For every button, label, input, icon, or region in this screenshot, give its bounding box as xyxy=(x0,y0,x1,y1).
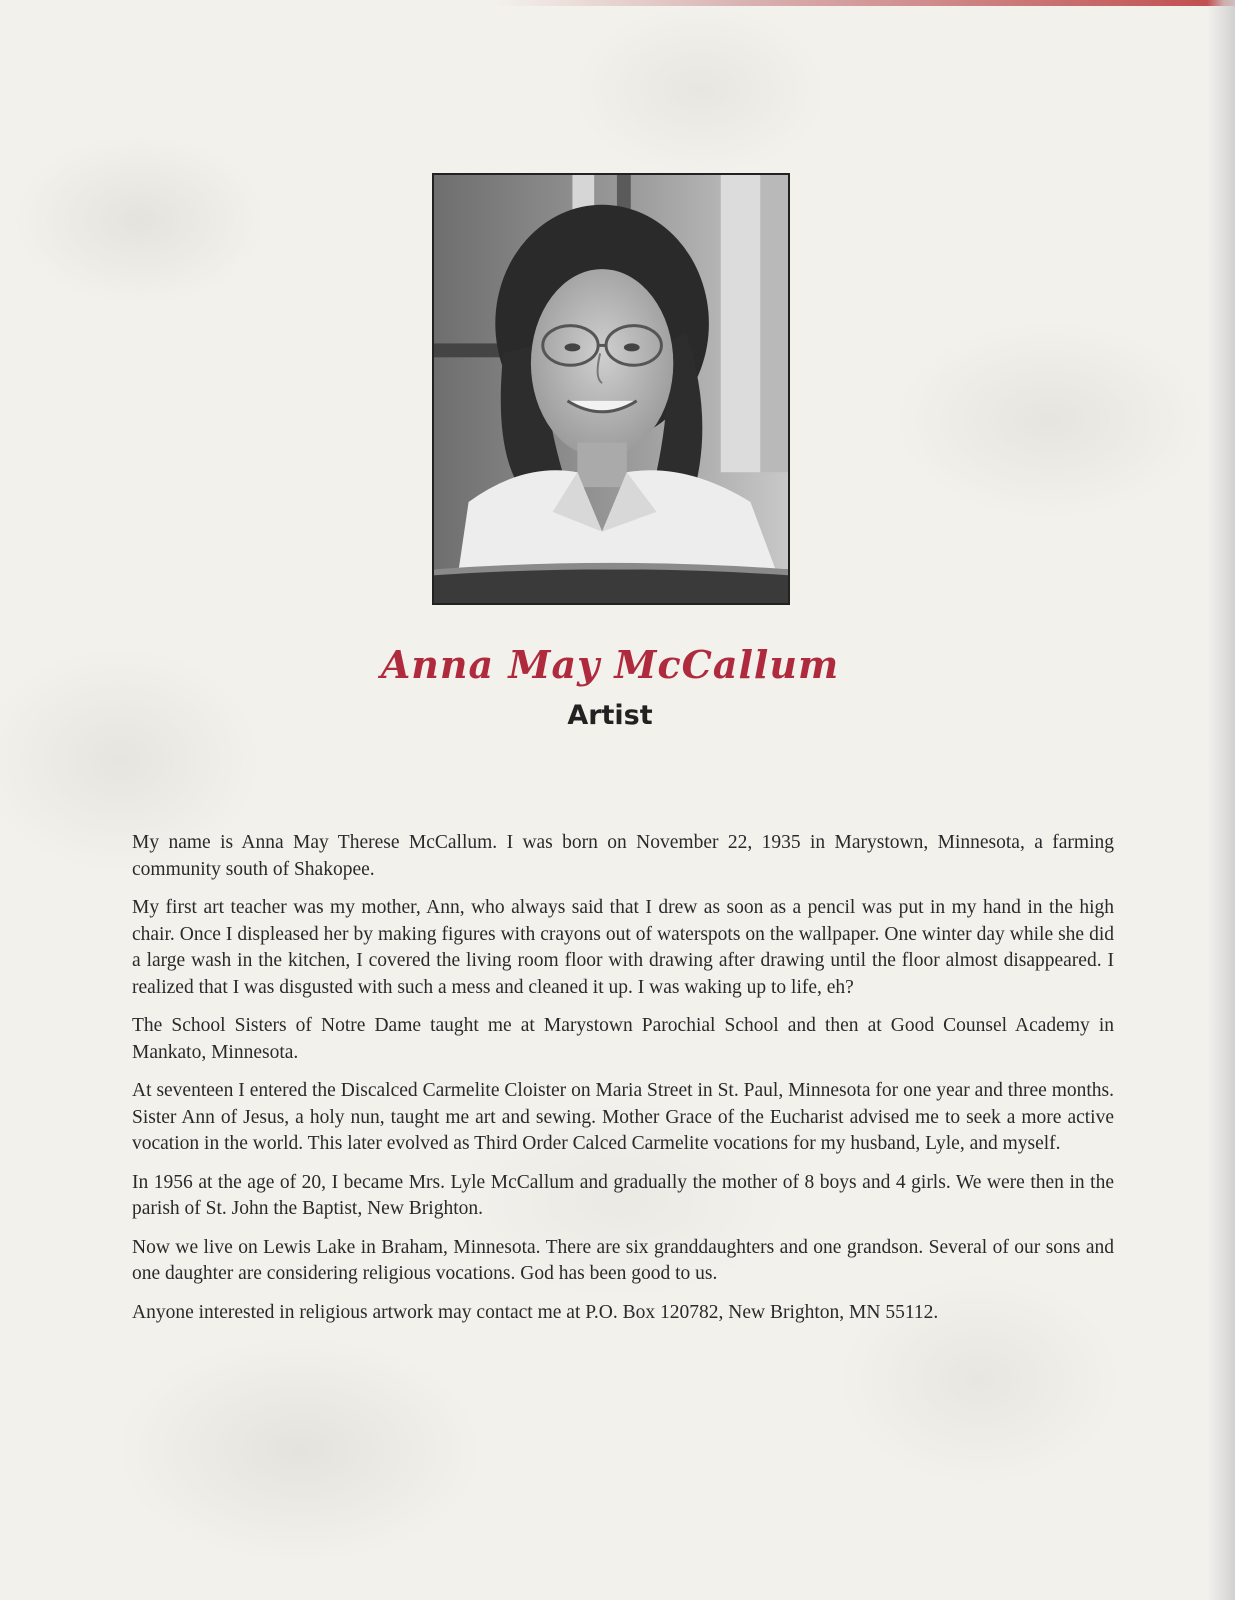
paragraph-7: Anyone interested in religious artwork may contact me at P.O. Box 120782, New Brighton, MN 55112. xyxy=(132,1301,939,1323)
artist-name: Anna May McCallum xyxy=(380,642,840,687)
paragraph-5: In 1956 at the age of 20, I became Mrs. Lyle McCallum and gradually the mother of 8 boys and 4 girls. We were then in the parish of St. John the Baptist, New Brighton. xyxy=(132,1171,1114,1219)
page-right-edge xyxy=(1207,0,1235,1600)
artist-role: Artist xyxy=(567,700,653,731)
paragraph-3: The School Sisters of Notre Dame taught me at Marystown Parochial School and then at Good Counsel Academy in Mankato, Minnesota. xyxy=(132,1015,1114,1063)
paragraph-4: At seventeen I entered the Discalced Carmelite Cloister on Maria Street in St. Paul, Minnesota for one year and three months. Sister Ann of Jesus, a holy nun, taught me art and sewing. Mother Grace of the Eucharist advised me to seek a more active vocation in the world. This later evolved as Third Order Calced Carmelite vocations for my husband, Lyle, and myself. xyxy=(132,1080,1114,1154)
portrait-photo xyxy=(432,173,790,605)
paragraph-1: My name is Anna May Therese McCallum. I was born on November 22, 1935 in Marystown, Minnesota, a farming community south of Shakopee. xyxy=(132,832,1114,880)
biography-text xyxy=(132,830,1114,1338)
page-top-edge xyxy=(0,0,1235,6)
paragraph-6: Now we live on Lewis Lake in Braham, Minnesota. There are six granddaughters and one grandson. Several of our sons and one daughter are considering religious vocations. God has been good to us. xyxy=(132,1236,1114,1284)
portrait-photo-icon xyxy=(434,175,788,603)
paragraph-2: My first art teacher was my mother, Ann, who always said that I drew as soon as a pencil was put in my hand in the high chair. Once I displeased her by making figures with crayons out of waterspots on the wallpaper. One winter day while she did a large wash in the kitchen, I covered the living room floor with drawing after drawing until the floor almost disappeared. I realized that I was disgusted with such a mess and cleaned it up. I was waking up to life, eh? xyxy=(132,897,1114,998)
